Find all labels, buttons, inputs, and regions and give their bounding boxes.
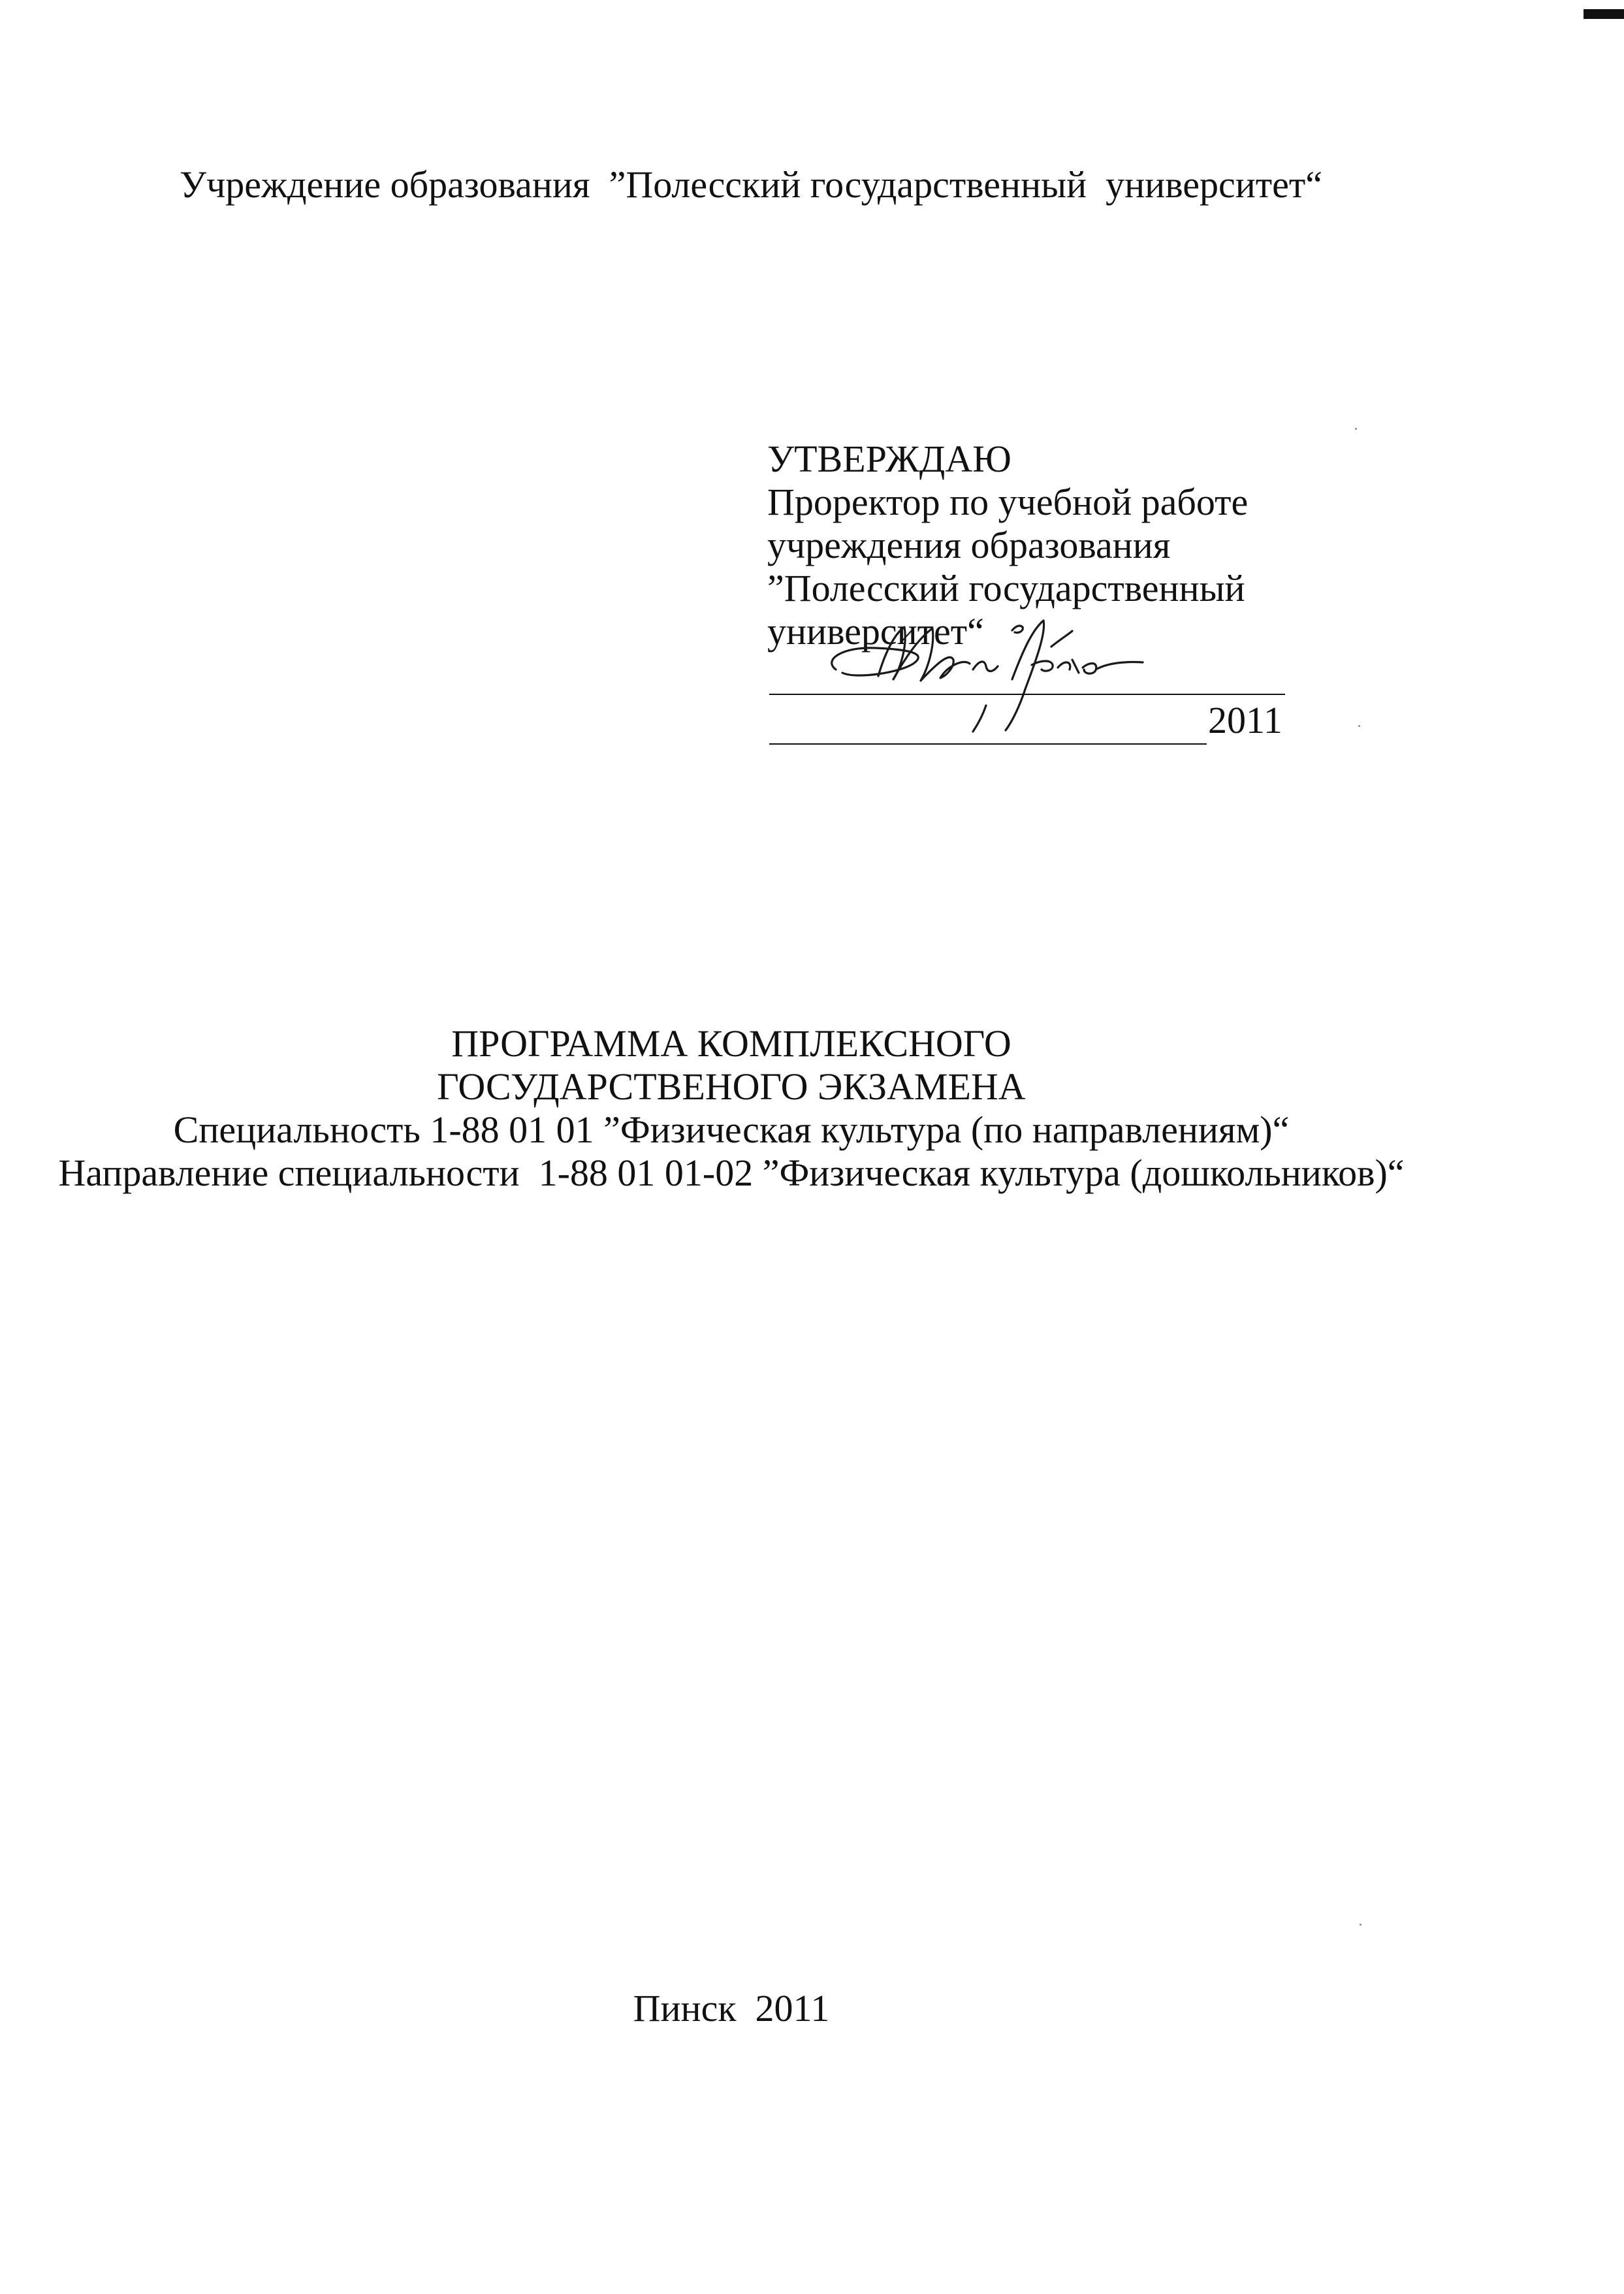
program-title-block — [0, 1022, 1463, 1195]
program-specialty: Специальность 1-88 01 01 ”Физическая культура (по направлениям)“ — [173, 1108, 1290, 1151]
approval-line-1: Проректор по учебной работе — [767, 481, 1249, 523]
approval-year: 2011 — [1208, 699, 1282, 741]
city-year-footer: Пинск 2011 — [633, 1987, 830, 2029]
date-line — [769, 743, 1207, 745]
approval-title: УТВЕРЖДАЮ — [767, 438, 1011, 480]
approval-line-2: учреждения образования — [767, 524, 1171, 566]
approval-line-4: университет“ — [767, 610, 984, 653]
program-title-line-2: ГОСУДАРСТВЕНОГО ЭКЗАМЕНА — [437, 1065, 1026, 1108]
handwritten-signature — [816, 607, 1156, 738]
scan-speck — [1355, 428, 1357, 430]
program-title-line-1: ПРОГРАММА КОМПЛЕКСНОГО — [451, 1022, 1011, 1065]
program-direction: Направление специальности 1-88 01 01-02 ”Физическая культура (дошкольников)“ — [58, 1152, 1405, 1194]
scan-edge-mark — [1584, 9, 1624, 19]
scan-speck — [1358, 725, 1360, 727]
scan-speck — [1360, 1924, 1361, 1926]
approval-line-3: ”Полесский государственный — [767, 567, 1245, 609]
signature-line — [769, 694, 1285, 695]
institution-header: Учреждение образования ”Полесский государственный университет“ — [180, 163, 1322, 206]
